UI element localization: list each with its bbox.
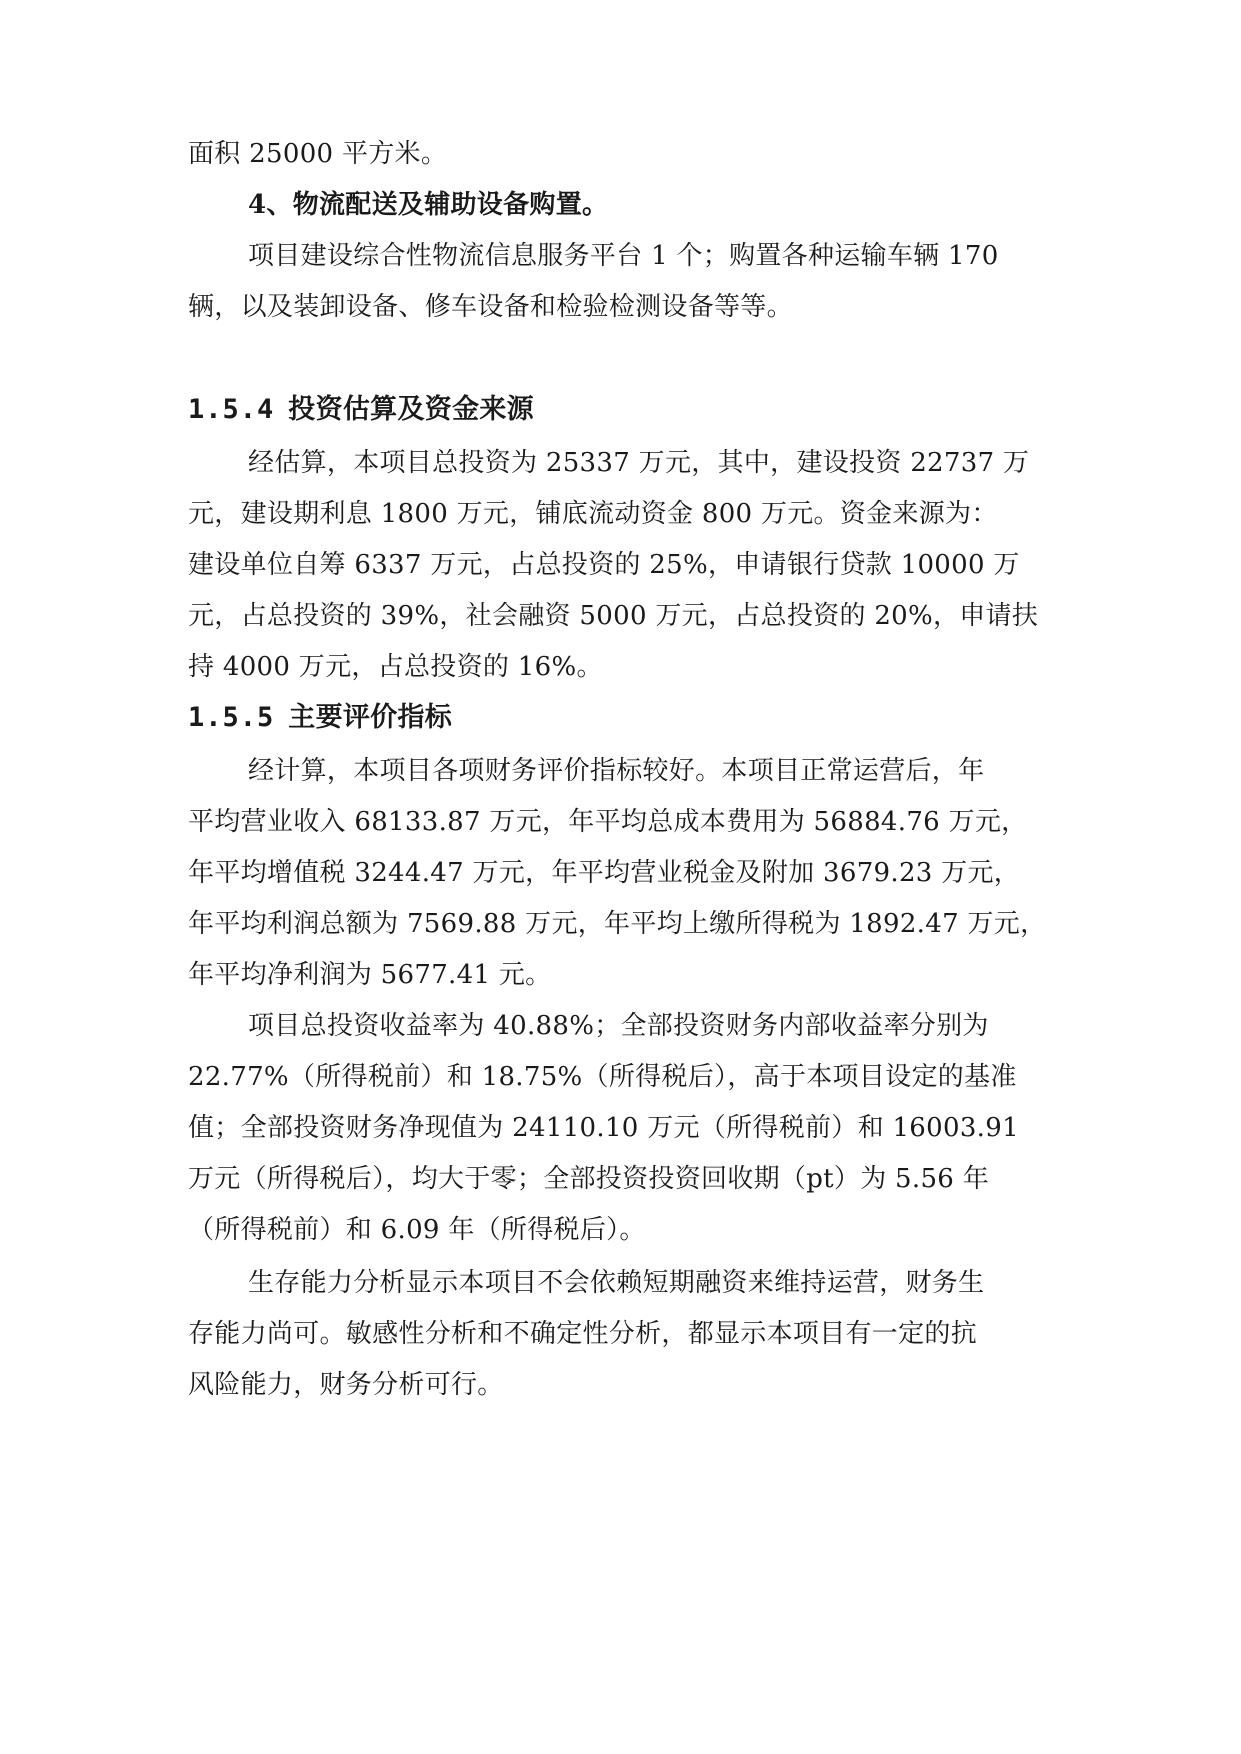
paragraph-line: （所得税前）和 6.09 年（所得税后）。	[188, 1215, 646, 1245]
paragraph-line: 年平均利润总额为 7569.88 万元，年平均上缴所得税为 1892.47 万元，	[188, 909, 1047, 939]
paragraph-line: 元，建设期利息 1800 万元，铺底流动资金 800 万元。资金来源为：	[188, 499, 998, 529]
paragraph-line: 建设单位自筹 6337 万元，占总投资的 25%，申请银行贷款 10000 万	[188, 550, 1020, 580]
paragraph-line: 项目总投资收益率为 40.88%；全部投资财务内部收益率分别为	[248, 1011, 989, 1041]
section-number: 1.5.4	[188, 394, 275, 425]
section-heading-1-5-4	[188, 393, 1048, 427]
subsection-heading: 4、物流配送及辅助设备购置。	[248, 190, 609, 220]
paragraph-line: 经计算，本项目各项财务评价指标较好。本项目正常运营后，年	[248, 756, 985, 786]
paragraph-line: 面积 25000 平方米。	[188, 139, 448, 169]
paragraph-line: 年平均净利润为 5677.41 元。	[188, 960, 552, 990]
paragraph-line: 持 4000 万元，占总投资的 16%。	[188, 652, 603, 682]
paragraph-line: 年平均增值税 3244.47 万元，年平均营业税金及附加 3679.23 万元，	[188, 858, 1021, 888]
paragraph-line: 元，占总投资的 39%，社会融资 5000 万元，占总投资的 20%，申请扶	[188, 601, 1039, 631]
paragraph-line: 辆，以及装卸设备、修车设备和检验检测设备等等。	[188, 292, 793, 322]
section-title: 主要评价指标	[288, 702, 453, 733]
paragraph-line: 万元（所得税后），均大于零；全部投资投资回收期（pt）为 5.56 年	[188, 1164, 990, 1194]
paragraph-line: 存能力尚可。敏感性分析和不确定性分析，都显示本项目有一定的抗	[188, 1319, 978, 1349]
section-heading-1-5-5	[188, 701, 1048, 735]
paragraph-line: 项目建设综合性物流信息服务平台 1 个；购置各种运输车辆 170	[248, 241, 999, 271]
section-title: 投资估算及资金来源	[288, 394, 534, 425]
section-number: 1.5.5	[188, 702, 275, 733]
paragraph-line: 值；全部投资财务净现值为 24110.10 万元（所得税前）和 16003.91	[188, 1113, 1019, 1143]
paragraph-line: 生存能力分析显示本项目不会依赖短期融资来维持运营，财务生	[248, 1268, 985, 1298]
paragraph-line: 风险能力，财务分析可行。	[188, 1370, 504, 1400]
paragraph-line: 平均营业收入 68133.87 万元，年平均总成本费用为 56884.76 万元，	[188, 807, 1028, 837]
paragraph-line: 经估算，本项目总投资为 25337 万元，其中，建设投资 22737 万	[248, 448, 1030, 478]
paragraph-line: 22.77%（所得税前）和 18.75%（所得税后），高于本项目设定的基准	[188, 1062, 1017, 1092]
